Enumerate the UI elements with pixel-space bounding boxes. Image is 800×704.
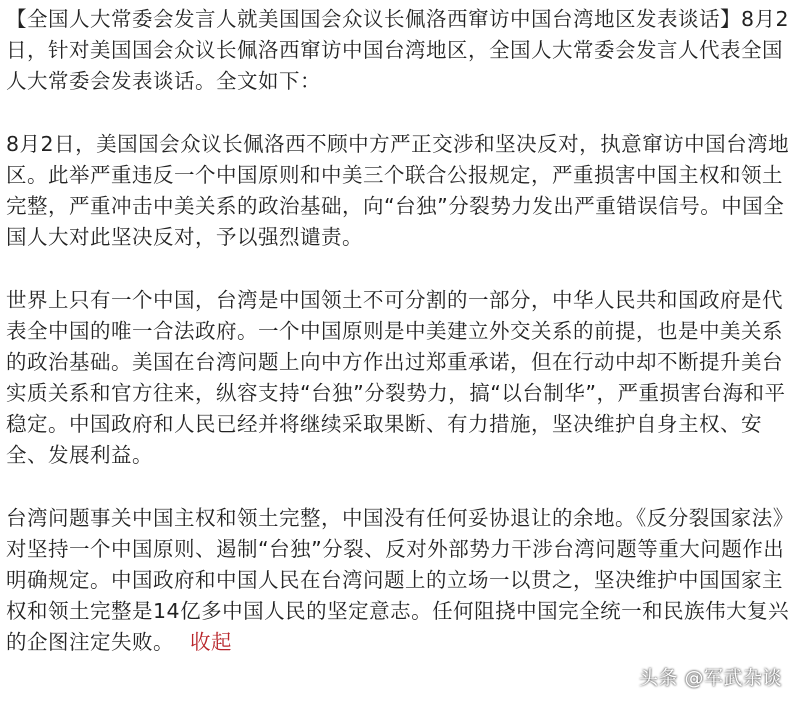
paragraph-text: 【全国人大常委会发言人就美国国会众议长佩洛西窜访中国台湾地区发表谈话】8月2日，针对美国国会众议长佩洛西窜访中国台湾地区，全国人大常委会发言人代表全国人大常委会发表谈话。全文如下：: [6, 7, 790, 93]
article-paragraph: [6, 285, 792, 471]
article-paragraph: [6, 4, 792, 97]
watermark: 头条 @军武杂谈: [638, 667, 782, 689]
paragraph-text: 台湾问题事关中国主权和领土完整，中国没有任何妥协退让的余地。《反分裂国家法》对坚持一个中国原则、遏制“台独”分裂、反对外部势力干涉台湾问题等重大问题作出明确规定。中国政府和中国人民在台湾问题上的立场一以贯之，坚决维护中国国家主权和领土完整是14亿多中国人民的坚定意志。任何阻挠中国完全统一和民族伟大复兴的企图注定失败。: [6, 506, 790, 654]
paragraph-text: 世界上只有一个中国，台湾是中国领土不可分割的一部分，中华人民共和国政府是代表全中国的唯一合法政府。一个中国原则是中美建立外交关系的前提，也是中美关系的政治基础。美国在台湾问题上向中方作出过郑重承诺，但在行动中却不断提升美台实质关系和官方往来，纵容支持“台独”分裂势力，搞“以台制华”，严重损害台海和平稳定。中国政府和人民已经并将继续采取果断、有力措施，坚决维护自身主权、安全、发展利益。: [6, 288, 786, 467]
article-body: [6, 4, 792, 690]
article-paragraph: [6, 129, 792, 253]
collapse-link[interactable]: 收起: [190, 630, 232, 654]
paragraph-text: 8月2日，美国国会众议长佩洛西不顾中方严正交涉和坚决反对，执意窜访中国台湾地区。此举严重违反一个中国原则和中美三个联合公报规定，严重损害中国主权和领土完整，严重冲击中美关系的政治基础，向“台独”分裂势力发出严重错误信号。中国全国人大对此坚决反对，予以强烈谴责。: [6, 132, 790, 249]
article-paragraph: [6, 503, 792, 658]
